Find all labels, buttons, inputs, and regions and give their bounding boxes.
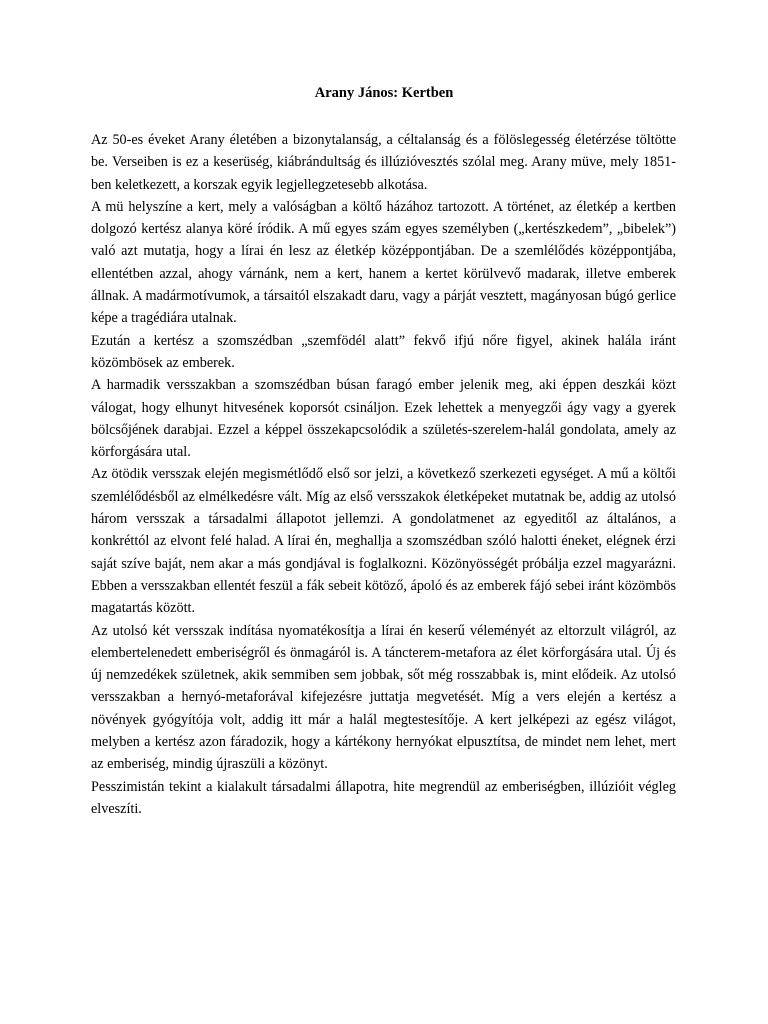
paragraph: Pesszimistán tekint a kialakult társadalmi állapotra, hite megrendül az emberiségben, illúzióit végleg elveszíti. — [91, 778, 676, 817]
document-body — [91, 129, 676, 820]
document-title: Arany János: Kertben — [314, 85, 454, 101]
paragraph: Az 50-es éveket Arany életében a bizonytalanság, a céltalanság és a fölöslegesség életérzése töltötte be. Verseiben is ez a keserüség, kiábrándultság és illúzióvesztés szólal meg. Arany müve, mely 1851-ben keletkezett, a korszak egyik legjellegzetesebb alkotása. — [91, 132, 676, 193]
paragraph: Az utolsó két versszak indítása nyomatékosítja a lírai én keserű véleményét az eltorzult világról, az elembertelenedett emberiségről és önmagáról is. A táncterem-metafora az élet körforgására utal. Új és új nemzedékek születnek, akik semmiben sem jobbak, sőt még rosszabbak is, mint elődeik. Az utolsó versszakban a hernyó-metaforával kifejezésre juttatja megvetését. Míg a vers elején a kertész a növények gyógyítója volt, addig itt már a halál megtestesítője. A kert jelképezi az egész világot, melyben a kertész azon fáradozik, hogy a kártékony hernyókat elpusztítsa, de mindet nem lehet, mert az emberiség, mindig újraszüli a közönyt. — [91, 622, 676, 773]
paragraph: Ezután a kertész a szomszédban „szemfödél alatt” fekvő ifjú nőre figyel, akinek halála iránt közömbösek az emberek. — [91, 332, 676, 371]
paragraph: A mü helyszíne a kert, mely a valóságban a költő házához tartozott. A történet, az életkép a kertben dolgozó kertész alanya köré íródik. A mű egyes szám egyes személyben („kertészkedem”, „bibelek”) való azt mutatja, hogy a lírai én lesz az életkép középpontjában. De a szemlélődés középpontjába, ellentétben azzal, ahogy várnánk, nem a kert, hanem a kertet körülvevő madarak, illetve emberek állnak. A madármotívumok, a társaitól elszakadt daru, vagy a párját vesztett, magányosan búgó gerlice képe a tragédiára utalnak. — [91, 198, 676, 327]
paragraph: Az ötödik versszak elején megismétlődő első sor jelzi, a következő szerkezeti egységet. A mű a költői szemlélődésből az elmélkedésre vált. Míg az első versszakok életképeket mutatnak be, addig az utolsó három versszak a társadalmi állapotot jellemzi. A gondolatmenet az egyeditől az általános, a konkréttól az elvont felé halad. A lírai én, meghallja a szomszédban szóló halotti éneket, elégnek érzi saját szíve baját, nem akar a más gondjával is foglalkozni. Közönyösségét próbálja ezzel magyarázni. Ebben a versszakban ellentét feszül a fák sebeit kötöző, ápoló és az emberek fájó sebei iránt közömbös magatartás között. — [91, 466, 676, 617]
paragraph: A harmadik versszakban a szomszédban búsan faragó ember jelenik meg, aki éppen deszkái közt válogat, hogy elhunyt hitvesének koporsót csináljon. Ezek lehettek a menyegzői ágy vagy a gyerek bölcsőjének darabjai. Ezzel a képpel összekapcsolódik a születés-szerelem-halál gondolata, amely az körforgására utal. — [91, 377, 676, 461]
